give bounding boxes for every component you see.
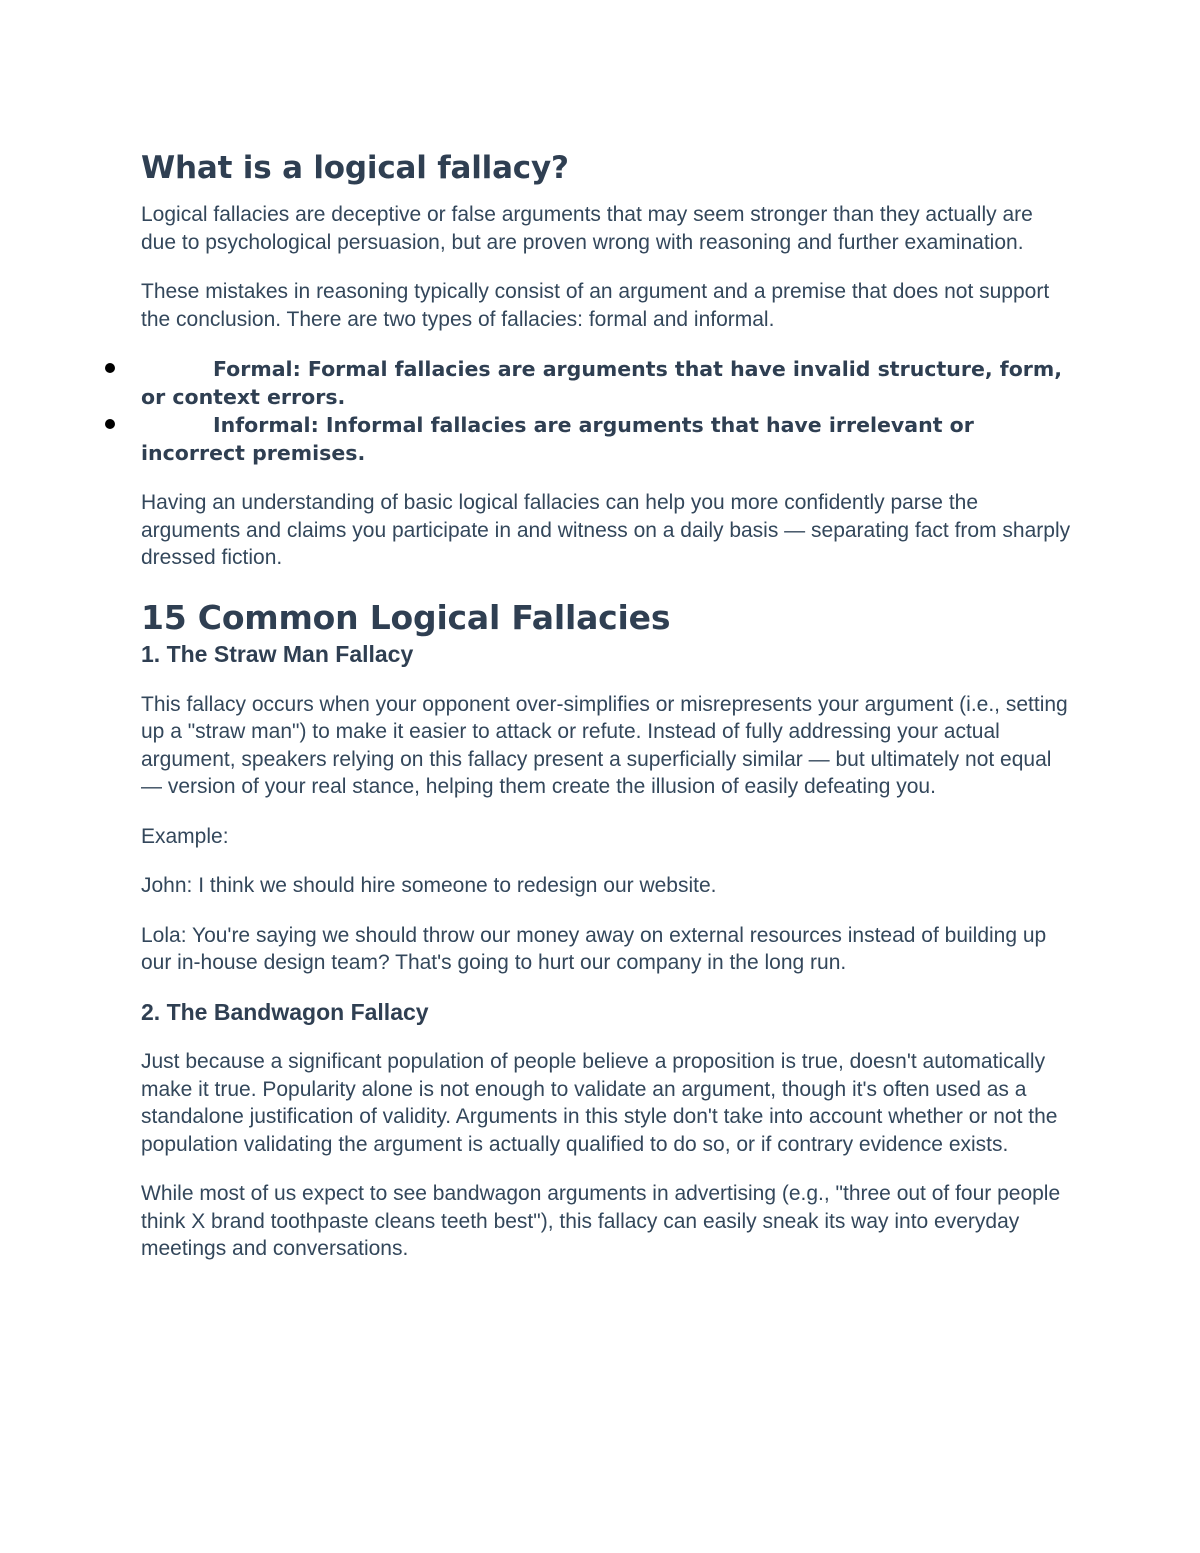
page-title: What is a logical fallacy? <box>141 150 569 186</box>
bullet-icon <box>105 419 115 429</box>
bullet-icon <box>105 363 115 373</box>
fallacy-1-description: This fallacy occurs when your opponent over-simplifies or misrepresents your argument (i.e., setting up a "straw man") to make it easier to attack or refute. Instead of fully addressing your actual argument, speakers relying on this fallacy present a superficially similar — but ultimately not equal — version of your real stance, helping them create the illusion of easily defeating you. <box>141 692 1068 799</box>
example-line-lola: Lola: You're saying we should throw our money away on external resources instead of building up our in-house design team? That's going to hurt our company in the long run. <box>141 923 1047 975</box>
intro-paragraph-1: Logical fallacies are deceptive or false arguments that may seem stronger than they actually are due to psychological persuasion, but are proven wrong with reasoning and further examination. <box>141 203 1033 254</box>
definition-informal: : Informal fallacies are arguments that have irrelevant or incorrect premises. <box>141 413 974 466</box>
example-line-john: John: I think we should hire someone to redesign our website. <box>141 874 717 898</box>
fallacy-types-list <box>141 355 1071 467</box>
list-item-informal <box>141 411 1071 467</box>
section-title: 15 Common Logical Fallacies <box>141 597 671 637</box>
fallacy-2-heading: 2. The Bandwagon Fallacy <box>141 998 429 1025</box>
list-item-formal <box>141 355 1071 411</box>
fallacy-2-description: Just because a significant population of people believe a proposition is true, doesn't automatically make it true. Popularity alone is not enough to validate an argument, though it's often used as a standalone justification of validity. Arguments in this style don't take into account whether or not the population validating the argument is actually qualified to do so, or if contrary evidence exists. <box>141 1050 1058 1156</box>
example-label: Example: <box>141 824 229 848</box>
fallacy-1-heading: 1. The Straw Man Fallacy <box>141 641 414 668</box>
term-formal: Formal <box>213 357 293 382</box>
document-page <box>141 150 1071 1285</box>
definition-formal: : Formal fallacies are arguments that have invalid structure, form, or context errors. <box>141 357 1063 410</box>
intro-paragraph-3: Having an understanding of basic logical fallacies can help you more confidently parse the arguments and claims you participate in and witness on a daily basis — separating fact from sharply dressed fiction. <box>141 491 1071 570</box>
term-informal: Informal <box>213 413 311 438</box>
fallacy-2-advertising: While most of us expect to see bandwagon arguments in advertising (e.g., "three out of four people think X brand toothpaste cleans teeth best"), this fallacy can easily sneak its way into everyday meetings and conversations. <box>141 1182 1061 1261</box>
intro-paragraph-2: These mistakes in reasoning typically consist of an argument and a premise that does not support the conclusion. There are two types of fallacies: formal and informal. <box>141 280 1050 331</box>
